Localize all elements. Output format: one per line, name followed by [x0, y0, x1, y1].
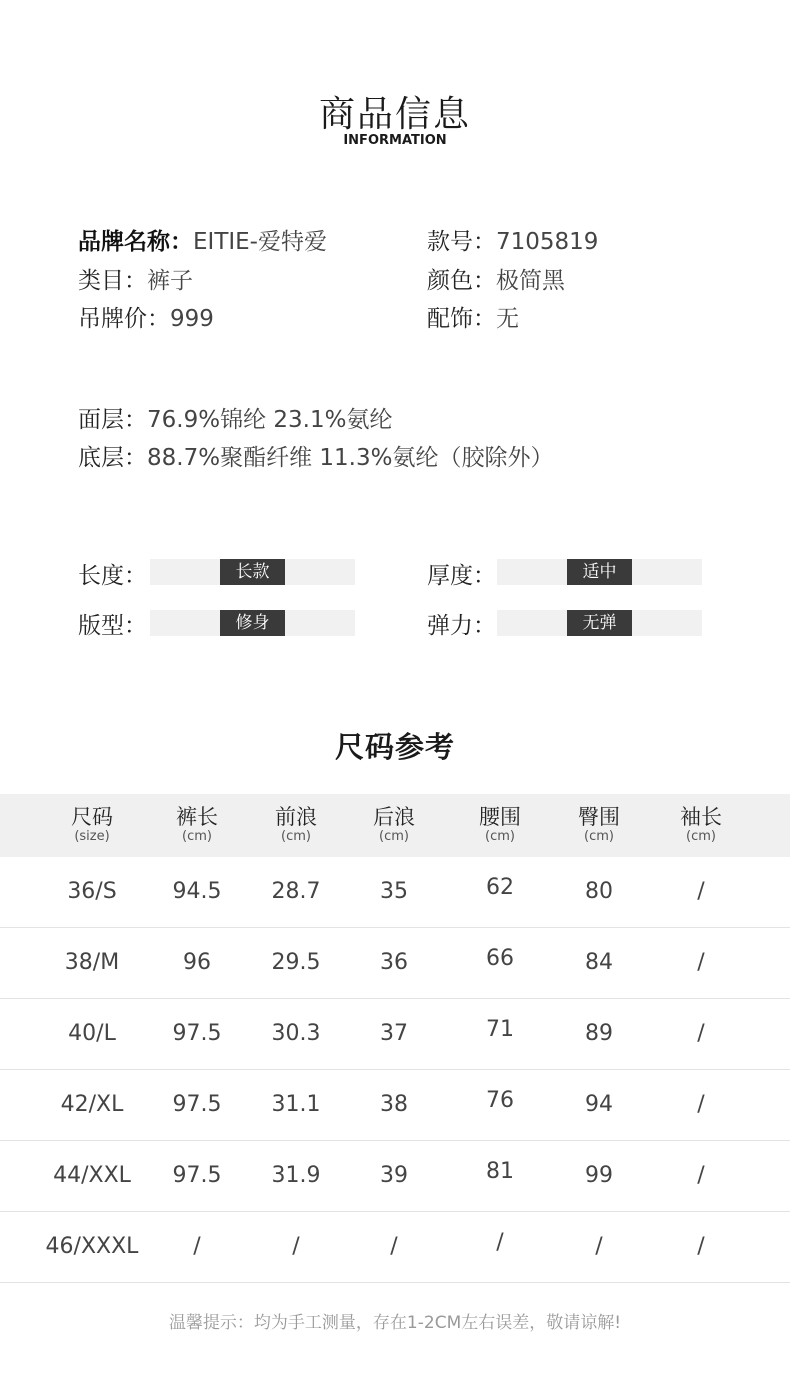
column-header-name: 腰围 — [479, 805, 521, 829]
info-category — [78, 262, 193, 295]
table-cell: / — [697, 1092, 705, 1117]
column-header — [246, 794, 346, 845]
table-cell: 76 — [486, 1088, 514, 1113]
column-header-unit: (cm) — [485, 829, 515, 844]
table-cell: 39 — [380, 1163, 408, 1188]
column-header-name: 袖长 — [680, 805, 722, 829]
table-cell: 31.1 — [271, 1092, 321, 1117]
attr-fit-scale — [150, 610, 355, 636]
table-row — [0, 999, 790, 1070]
attr-fit-label: 版型： — [78, 613, 147, 639]
info-style-number-value: 7105819 — [496, 229, 599, 255]
column-header-unit: (cm) — [379, 829, 409, 844]
attr-thickness-scale — [497, 559, 702, 585]
table-cell: 30.3 — [271, 1021, 321, 1046]
column-header-name: 臀围 — [578, 805, 620, 829]
fabric-lining-label: 底层： — [78, 445, 147, 471]
table-cell: / — [697, 1021, 705, 1046]
column-header-unit: (cm) — [686, 829, 716, 844]
info-style-number — [427, 223, 598, 256]
table-cell: 31.9 — [271, 1163, 321, 1188]
table-row — [0, 1212, 790, 1283]
size-table-header — [0, 794, 790, 857]
info-price — [78, 300, 214, 333]
attr-stretch-scale — [497, 610, 702, 636]
fabric-outer-value: 76.9%锦纶 23.1%氨纶 — [147, 407, 393, 433]
fabric-outer-label: 面层： — [78, 407, 147, 433]
table-cell: / — [697, 950, 705, 975]
page-subtitle: INFORMATION — [343, 133, 447, 148]
footer-note: 温馨提示：均为手工测量，存在1-2CM左右误差，敬请谅解! — [168, 1313, 622, 1333]
table-cell: 66 — [486, 946, 514, 971]
column-header — [42, 794, 142, 845]
table-cell: 97.5 — [172, 1021, 222, 1046]
info-color — [427, 262, 565, 295]
table-cell: 29.5 — [271, 950, 321, 975]
attr-fit-marker: 修身 — [220, 610, 285, 636]
table-cell: 36 — [380, 950, 408, 975]
column-header-unit: (cm) — [584, 829, 614, 844]
table-cell: 36/S — [67, 879, 117, 904]
column-header-name: 前浪 — [275, 805, 317, 829]
column-header — [651, 794, 751, 845]
info-accessory-value: 无 — [496, 306, 519, 332]
table-cell: 96 — [183, 950, 211, 975]
table-cell: / — [292, 1234, 300, 1259]
info-category-label: 类目： — [78, 268, 147, 294]
info-accessory-label: 配饰： — [427, 306, 496, 332]
table-cell: 94.5 — [172, 879, 222, 904]
column-header — [344, 794, 444, 845]
column-header-name: 尺码 — [71, 805, 113, 829]
table-cell: 38 — [380, 1092, 408, 1117]
column-header-name: 裤长 — [176, 805, 218, 829]
table-row — [0, 857, 790, 928]
info-style-number-label: 款号： — [427, 229, 496, 255]
table-cell: 28.7 — [271, 879, 321, 904]
table-cell: 97.5 — [172, 1092, 222, 1117]
column-header — [147, 794, 247, 845]
attr-thickness-label: 厚度： — [427, 563, 496, 589]
info-category-value: 裤子 — [147, 268, 193, 294]
attr-stretch-marker: 无弹 — [567, 610, 632, 636]
column-header — [549, 794, 649, 845]
table-row — [0, 928, 790, 999]
table-row — [0, 1141, 790, 1212]
info-price-label: 吊牌价： — [78, 306, 170, 332]
table-cell: 80 — [585, 879, 613, 904]
attr-length-label: 长度： — [78, 563, 147, 589]
attr-length-marker: 长款 — [220, 559, 285, 585]
attr-stretch-label: 弹力： — [427, 613, 496, 639]
table-cell: 35 — [380, 879, 408, 904]
table-cell: 89 — [585, 1021, 613, 1046]
table-cell: / — [595, 1234, 603, 1259]
table-cell: 62 — [486, 875, 514, 900]
size-chart-title: 尺码参考 — [334, 730, 455, 764]
info-price-value: 999 — [170, 306, 214, 332]
table-cell: 84 — [585, 950, 613, 975]
info-brand — [78, 223, 327, 256]
fabric-lining-value: 88.7%聚酯纤维 11.3%氨纶（胶除外） — [147, 445, 554, 471]
table-cell: / — [697, 1163, 705, 1188]
column-header — [450, 794, 550, 845]
info-color-value: 极简黑 — [496, 268, 565, 294]
column-header-unit: (size) — [74, 829, 110, 844]
table-cell: 38/M — [64, 950, 120, 975]
table-cell: / — [496, 1230, 504, 1255]
column-header-name: 后浪 — [373, 805, 415, 829]
fabric-outer — [78, 401, 392, 434]
table-cell: 81 — [486, 1159, 514, 1184]
table-cell: 99 — [585, 1163, 613, 1188]
info-color-label: 颜色： — [427, 268, 496, 294]
column-header-unit: (cm) — [182, 829, 212, 844]
table-cell: / — [697, 1234, 705, 1259]
table-cell: / — [193, 1234, 201, 1259]
table-cell: 46/XXXL — [45, 1234, 139, 1259]
table-cell: 42/XL — [60, 1092, 124, 1117]
table-cell: / — [697, 879, 705, 904]
table-cell: 71 — [486, 1017, 514, 1042]
attr-thickness-marker: 适中 — [567, 559, 632, 585]
table-row — [0, 1070, 790, 1141]
table-cell: 97.5 — [172, 1163, 222, 1188]
page-title: 商品信息 — [318, 94, 471, 135]
table-cell: 44/XXL — [53, 1163, 131, 1188]
table-cell: 94 — [585, 1092, 613, 1117]
column-header-unit: (cm) — [281, 829, 311, 844]
info-brand-value: EITIE-爱特爱 — [193, 229, 327, 255]
table-cell: 40/L — [68, 1021, 116, 1046]
table-cell: 37 — [380, 1021, 408, 1046]
attr-length-scale — [150, 559, 355, 585]
info-brand-label: 品牌名称： — [78, 229, 193, 255]
fabric-lining — [78, 439, 553, 472]
info-accessory — [427, 300, 519, 333]
table-cell: / — [390, 1234, 398, 1259]
